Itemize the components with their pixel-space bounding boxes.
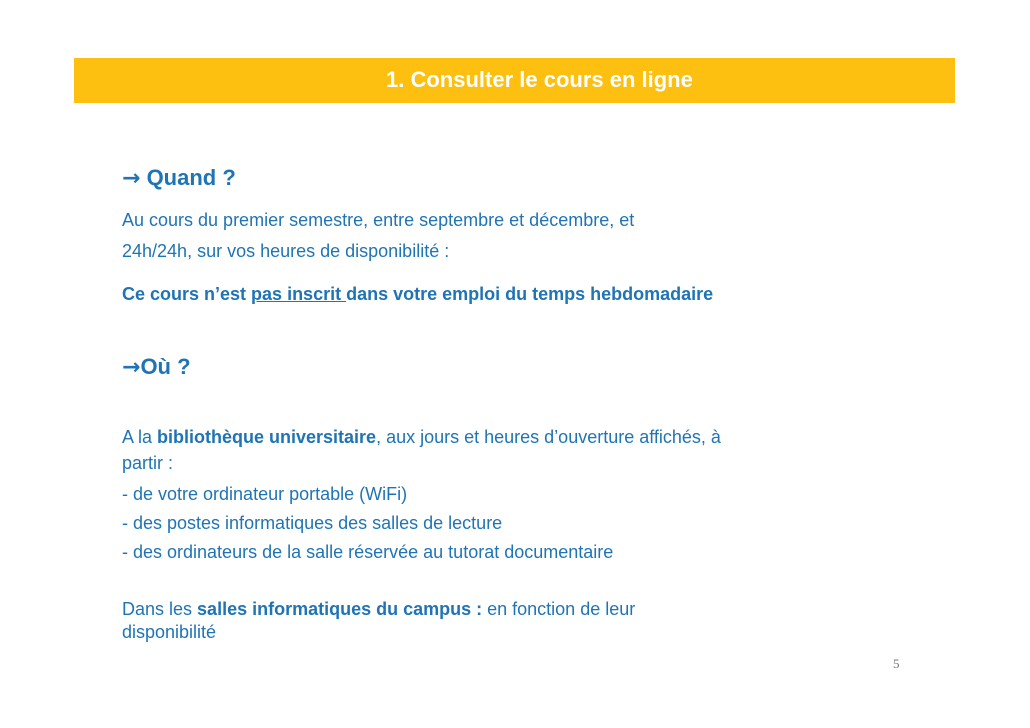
page-number: 5 (893, 656, 900, 671)
library-prefix: A la (122, 427, 158, 447)
campus-rooms: salles informatiques du campus : (197, 599, 483, 619)
slide-title: 1. Consulter le cours en ligne (386, 67, 693, 92)
when-heading (122, 164, 236, 193)
library-line (122, 425, 721, 449)
not-registered-emphasis: pas inscrit (251, 284, 347, 304)
when-line-2: 24h/24h, sur vos heures de disponibilité : (122, 241, 450, 261)
when-line-1: Au cours du premier semestre, entre septembre et décembre, et (122, 210, 635, 230)
library-name: bibliothèque universitaire (157, 427, 377, 447)
campus-suffix: en fonction de leur (482, 599, 636, 619)
arrow-right-icon: → (122, 355, 141, 380)
when-heading-text: Quand ? (146, 165, 236, 190)
when-line-3-after: dans votre emploi du temps hebdomadaire (346, 284, 714, 304)
where-heading (122, 353, 191, 382)
arrow-right-icon: → (122, 166, 141, 191)
when-line-3 (122, 282, 713, 306)
list-item: - des postes informatiques des salles de lecture (122, 513, 503, 533)
title-bar (74, 58, 955, 103)
campus-line-cont: disponibilité (122, 622, 217, 642)
list-item: - de votre ordinateur portable (WiFi) (122, 484, 408, 504)
campus-line (122, 597, 635, 621)
campus-prefix: Dans les (122, 599, 198, 619)
library-line-cont: partir : (122, 453, 174, 473)
when-line-3-before: Ce cours n’est (122, 284, 252, 304)
where-heading-text: Où ? (140, 354, 191, 379)
list-item: - des ordinateurs de la salle réservée au tutorat documentaire (122, 542, 614, 562)
library-suffix: , aux jours et heures d’ouverture affichés, à (376, 427, 721, 447)
